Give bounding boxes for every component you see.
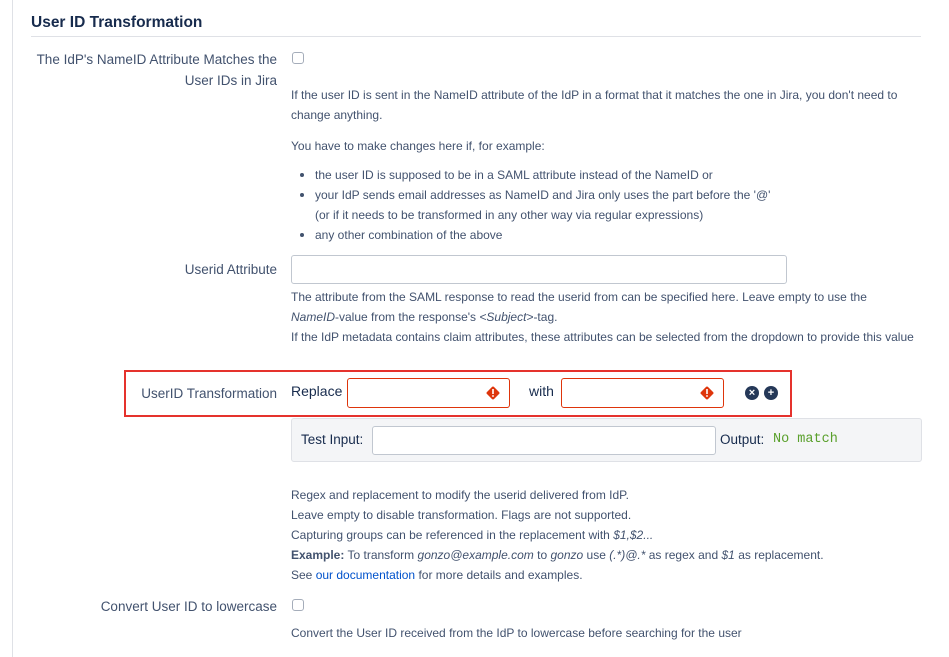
nameid-match-checkbox[interactable] — [292, 52, 304, 64]
list-item: the user ID is supposed to be in a SAML attribute instead of the NameID or — [291, 165, 770, 185]
nameid-match-label: The IdP's NameID Attribute Matches the User IDs in Jira — [36, 52, 277, 88]
output-value: No match — [773, 432, 838, 447]
nameid-match-intro: You have to make changes here if, for example: — [291, 139, 545, 153]
userid-attribute-description: The attribute from the SAML response to read the userid from can be specified here. Leave empty to use the NameID-value from the response's <Subject>-tag. If the IdP metadata contains claim attributes, these attributes can be selected from the dropdown to provide this value — [291, 290, 914, 344]
transformation-help: Regex and replacement to modify the userid delivered from IdP. Leave empty to disable transformation. Flags are not supported. Capturing groups can be referenced in the replacement with $1,$2... Example: To transform gonzo@example.com to gonzo use (.*)@.* as regex and $1 as replacement. See our documentation for more details and examples. — [291, 488, 824, 582]
section-divider — [31, 36, 921, 37]
test-input-label: Test Input: — [301, 432, 364, 447]
nameid-match-description: If the user ID is sent in the NameID attribute of the IdP in a format that it matches the one in Jira, you don't need to change anything. — [291, 88, 898, 122]
lowercase-checkbox[interactable] — [292, 599, 304, 611]
replace-label: Replace — [291, 383, 343, 399]
left-border — [12, 0, 13, 657]
replacement-input[interactable] — [561, 378, 724, 408]
list-item: any other combination of the above — [291, 225, 770, 245]
userid-transformation-label: UserID Transformation — [141, 386, 277, 401]
replace-regex-input[interactable] — [347, 378, 510, 408]
with-label: with — [529, 383, 554, 399]
section-title: User ID Transformation — [31, 14, 203, 31]
output-label: Output: — [720, 432, 765, 447]
list-item: your IdP sends email addresses as NameID and Jira only uses the part before the '@' — [291, 185, 770, 205]
remove-transformation-button[interactable]: × — [745, 386, 759, 400]
userid-attribute-label: Userid Attribute — [184, 262, 277, 277]
userid-attribute-input[interactable] — [291, 255, 787, 284]
test-input-field[interactable] — [372, 426, 716, 455]
lowercase-description: Convert the User ID received from the IdP to lowercase before searching for the user — [291, 626, 742, 640]
lowercase-label: Convert User ID to lowercase — [100, 599, 277, 614]
error-icon — [485, 385, 501, 401]
examples-list — [291, 165, 770, 245]
error-icon — [699, 385, 715, 401]
documentation-link[interactable]: our documentation — [315, 568, 416, 582]
list-item-continuation: (or if it needs to be transformed in any other way via regular expressions) — [315, 208, 704, 222]
add-transformation-button[interactable]: + — [764, 386, 778, 400]
